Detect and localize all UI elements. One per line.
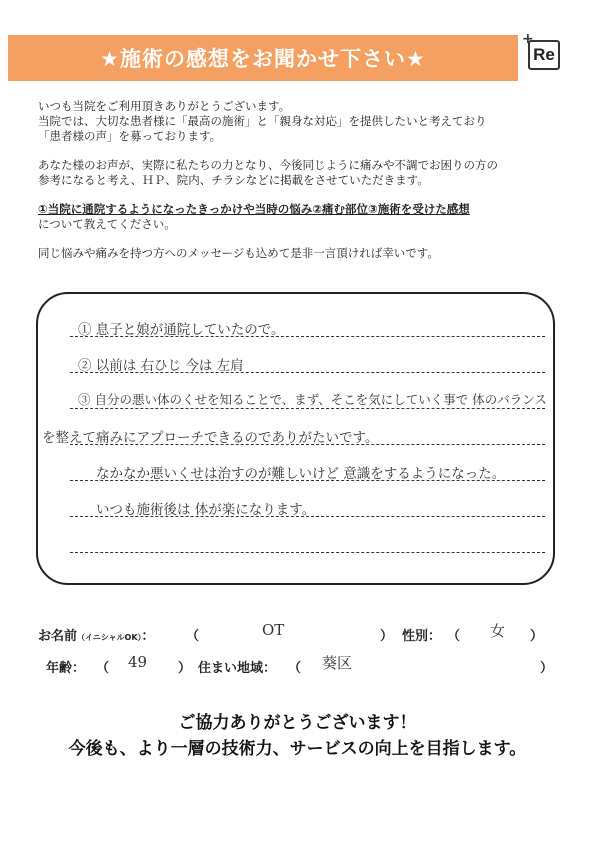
age-value[interactable]: 49 [128,653,148,671]
name-value[interactable]: OT [262,621,285,639]
answer-box [36,292,555,585]
answer-text: いつも施術後は 体が楽になります。 [96,502,316,518]
clinic-logo [528,40,560,70]
intro-line: 参考になると考え、ＨＰ、院内、チラシなどに掲載をさせていただきます。 [38,173,429,187]
gender-open-paren: （ [447,629,461,644]
logo-text: Re [533,45,555,64]
answer-text: を整えて痛みにアプローチできるのでありがたいです。 [42,430,379,446]
answer-line [70,408,545,409]
thanks-line-2: 今後も、より一層の技術力、サービスの向上を目指します。 [68,739,527,759]
page-title: ★施術の感想をお聞かせ下さい★ [100,47,426,71]
title-banner [8,35,518,81]
answer-text: ② 以前は 右ひじ 今は 左肩 [78,358,244,374]
intro-line: 当院では、大切な患者様に「最高の施術」と「親身な対応」を提供したいと考えており [38,114,487,128]
intro-message: 同じ悩みや痛みを持つ方へのメッセージも込めて是非一言頂ければ幸いです。 [38,246,439,260]
gender-close-paren: ） [530,629,544,644]
logo-plus-mark: + [522,31,534,47]
area-close-paren: ） [540,661,554,676]
question-title: ①当院に通院するようになったきっかけや当時の悩み②痛む部位③施術を受けた感想 [38,202,470,216]
answer-text: なかなか悪いくせは治すのが難しいけど 意識をするようになった。 [96,466,506,482]
question-tail: について教えてください。 [38,217,176,231]
name-close-paren: ） [380,629,394,644]
gender-label: 性別： [402,629,442,644]
age-close-paren: ） [178,661,192,676]
answer-line [70,552,545,553]
name-row [38,625,155,644]
answer-text: ① 息子と娘が通院していたので。 [78,322,285,338]
area-value[interactable]: 葵区 [322,654,353,672]
intro-line: 「患者様の声」を募っております。 [38,129,222,143]
name-colon: ： [141,629,155,644]
age-open-paren: （ [96,661,110,676]
intro-text [38,99,568,261]
answer-text: ③ 自分の悪い体のくせを知ることで、まず、そこを気にしていく事で 体のバランス [78,392,547,407]
gender-value[interactable]: 女 [490,622,506,640]
name-label: お名前 [38,629,78,644]
name-open-paren: （ [186,629,200,644]
age-label: 年齢： [46,661,86,676]
area-label: 住まい地域： [198,661,277,676]
name-hint: （イニシャルOK） [77,633,142,642]
thanks-line-1: ご協力ありがとうございます！ [178,713,417,733]
intro-line: いつも当院をご利用頂きありがとうございます。 [38,99,291,113]
intro-line: あなた様のお声が、実際に私たちの力となり、今後同じように痛みや不調でお困りの方の [38,158,498,172]
area-open-paren: （ [288,661,302,676]
